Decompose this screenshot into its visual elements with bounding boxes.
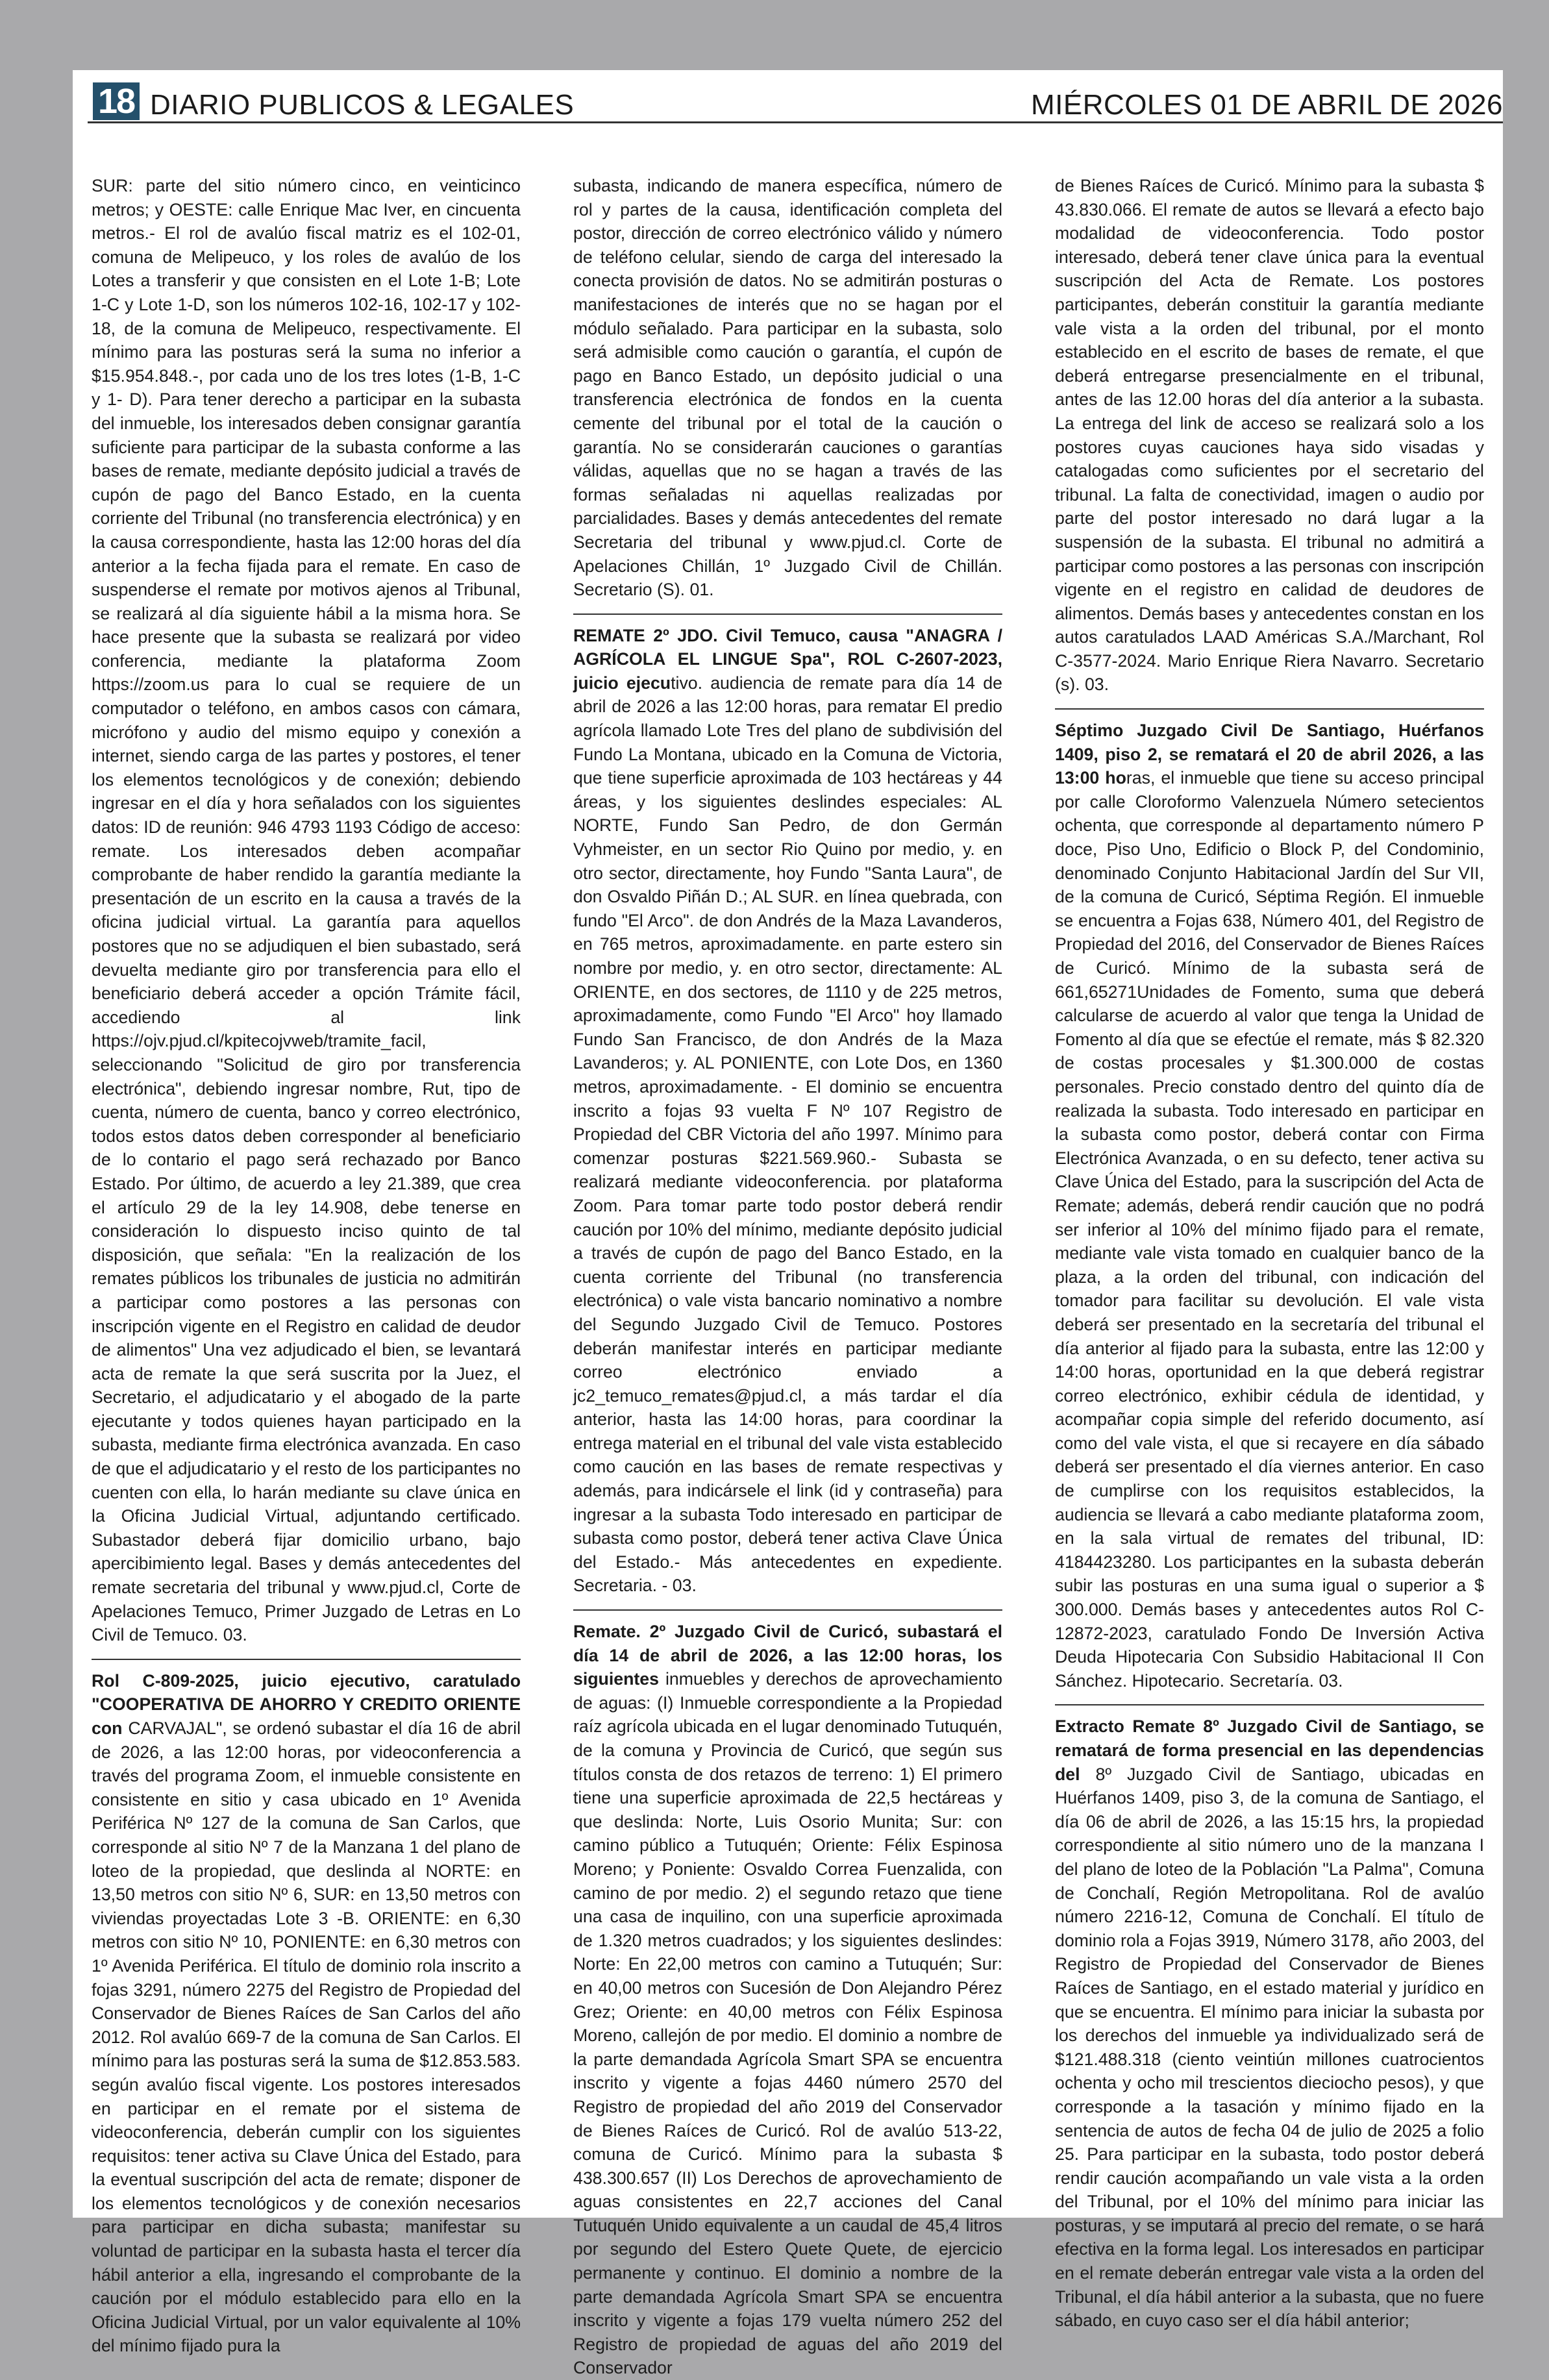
legal-notice	[1055, 1715, 1484, 2332]
notice-heading: Séptimo Juzgado Civil De Santiago, Huérfanos 1409, piso 2, se rematará el 20 de abril 2026, a las 13:00 ho	[1055, 721, 1484, 788]
column-3	[1055, 174, 1484, 2331]
notice-body: SUR: parte del sitio número cinco, en veinticinco metros; y OESTE: calle Enrique Mac Iver, en cincuenta metros.- El rol de avalúo fiscal matriz es el 102-01, comuna de Melipeuco, y los roles de avalúo de los Lotes a transferir y que consisten en el Lote 1-B; Lote 1-C y Lote 1-D, son los números 102-16, 102-17 y 102-18, de la comuna de Melipeuco, respectivamente. El mínimo para las posturas será la suma no inferior a $15.954.848.-, por cada uno de los tres lotes (1-B, 1-C y 1- D). Para tener derecho a participar en la subasta del inmueble, los interesados deben consignar garantía suficiente para participar de la subasta conforme a las bases de remate, mediante depósito judicial a través de cupón de pago del Banco Estado, en la cuenta corriente del Tribunal (no transferencia electrónica) y en la causa correspondiente, hasta las 12:00 horas del día anterior a la fecha fijada para el remate. En caso de suspenderse el remate por motivos ajenos al Tribunal, se realizará al día siguiente hábil a la misma hora. Se hace presente que la subasta se realizará por video conferencia, mediante la plataforma Zoom https://zoom.us para lo cual se requiere de un computador o teléfono, en ambos casos con cámara, micrófono y audio del mismo equipo y conexión a internet, siendo carga de las partes y postores, el tener los elementos tecnológicos y de conexión; debiendo ingresar en el día y hora señalados con los siguientes datos: ID de reunión: 946 4793 1193 Código de acceso: remate. Los interesados deben acompañar comprobante de haber rendido la garantía mediante la presentación de un escrito en la causa a través de la oficina judicial virtual. La garantía para aquellos postores que no se adjudiquen el bien subastado, será devuelta mediante giro por transferencia para ello el beneficiario deberá acceder a opción Trámite fácil, accediendo al link https://ojv.pjud.cl/kpitecojvweb/tramite_facil, seleccionando "Solicitud de giro por transferencia electrónica", debiendo ingresar nombre, Rut, tipo de cuenta, número de cuenta, banco y correo electrónico, todos estos datos deben corresponder al beneficiario de lo contario el pago será rechazado por Banco Estado. Por último, de acuerdo a ley 21.389, que crea el artículo 29 de la ley 14.908, debe tenerse en consideración lo dispuesto inciso quinto de tal disposición, que señala: "En la realización de los remates públicos los tribunales de justicia no admitirán a participar como postores a las personas con inscripción vigente en el Registro en calidad de deudor de alimentos" Una vez adjudicado el bien, se levantará acta de remate la que será suscrita por la Juez, el Secretario, el adjudicatario y el abogado de la parte ejecutante y todos quienes hayan participado en la subasta, mediante firma electrónica avanzada. En caso de que el adjudicatario y el resto de los participantes no cuenten con ella, lo harán mediante su clave única en la Oficina Judicial Virtual, adjuntando certificado. Subastador deberá fijar domicilio urbano, bajo apercibimiento legal. Bases y demás antecedentes del remate secretaria del tribunal y www.pjud.cl, Corte de Apelaciones Temuco, Primer Juzgado de Letras en Lo Civil de Temuco. 03.	[92, 176, 521, 1645]
publication-date: MIÉRCOLES 01 DE ABRIL DE 2026	[1031, 89, 1503, 121]
notice-body: ras, el inmueble que tiene su acceso principal por calle Cloroformo Valenzuela Número setecientos ochenta, que corresponde al departamento número P doce, Piso Uno, Edificio o Block P, del Condominio, denominado Conjunto Habitacional Jardín del Sur VII, de la comuna de Curicó, Séptima Región. El inmueble se encuentra a Fojas 638, Número 401, del Registro de Propiedad del 2016, del Conservador de Bienes Raíces de Curicó. Mínimo de la subasta será de 661,65271Unidades de Fomento, suma que deberá calcularse de acuerdo al valor que tenga la Unidad de Fomento al día que se efectúe el remate, más $ 82.320 de costas procesales y $1.300.000 de costas personales. Precio constado dentro del quinto día de realizada la subasta. Todo interesado en participar en la subasta como postor, deberá contar con Firma Electrónica Avanzada, o en su defecto, tener activa su Clave Única del Estado, para la suscripción del Acta de Remate; además, deberá rendir caución que no podrá ser inferior al 10% del mínimo fijado para el remate, mediante vale vista tomado en cualquier banco de la plaza, a la orden del tribunal, con indicación del tomador para facilitar su devolución. El vale vista deberá ser presentado en la secretaría del tribunal el día anterior al fijado para la subasta, entre las 12:00 y 14:00 horas, oportunidad en la que deberá registrar correo electrónico, exhibir cédula de identidad, y acompañar copia simple del referido documento, así como del vale vista, el que si recayere en día sábado deberá ser presentado el día viernes anterior. En caso de cumplirse con los requisitos establecidos, la audiencia se llevará a cabo mediante plataforma zoom, en la sala virtual de remates del tribunal, ID: 4184423280. Los participantes en la subasta deberán subir las posturas en una suma igual o superior a $ 300.000. Demás bases y antecedentes autos Rol C-12872-2023, caratulado Fondo De Inversión Activa Deuda Hipotecaria Con Subsidio Habitacional II Con Sánchez. Hipotecario. Secretaría. 03.	[1055, 768, 1484, 1691]
legal-notice	[92, 1669, 521, 2358]
legal-notice	[1055, 719, 1484, 1692]
legal-notice	[1055, 174, 1484, 697]
column-2	[573, 174, 1002, 2378]
column-1	[92, 174, 521, 2356]
notice-heading: Remate. 2º Juzgado Civil de Curicó, subastará el día 14 de abril de 2026, a las 12:00 horas, los siguientes	[573, 1622, 1002, 1689]
legal-notice	[92, 174, 521, 1647]
legal-notice	[573, 624, 1002, 1598]
notice-body: 8º Juzgado Civil de Santiago, ubicadas en Huérfanos 1409, piso 3, de la comuna de Santiago, el día 06 de abril de 2026, a las 15:15 hrs, la propiedad correspondiente al sitio número uno de la manzana I del plano de loteo de la Población "La Palma", Comuna de Conchalí, Región Metropolitana. Rol de avalúo número 2216-12, Comuna de Conchalí. El título de dominio rola a Fojas 3919, Número 3178, año 2003, del Registro de Propiedad del Conservador de Bienes Raíces de Santiago, en el estado material y jurídico en que se encuentra. El mínimo para iniciar la subasta por los derechos del inmueble ya individualizado será de $121.488.318 (ciento veintiún millones cuatrocientos ochenta y ocho mil trescientos dieciocho pesos), y que corresponde a la tasación y mínimo fijado en la sentencia de autos de fecha 04 de julio de 2025 a folio 25. Para participar en la subasta, todo postor deberá rendir caución acompañando un vale vista a la orden del Tribunal, por el 10% del mínimo para iniciar las posturas, y se imputará al precio del remate, o se hará efectiva en la forma legal. Los interesados en participar en el remate deberán entregar vale vista a la orden del Tribunal, el día hábil anterior a la subasta, que no fuere sábado, en cuyo caso ser el día hábil anterior;	[1055, 1764, 1484, 2331]
notice-body: inmuebles y derechos de aprovechamiento de aguas: (I) Inmueble correspondiente a la Propiedad raíz agrícola ubicada en el lugar denominado Tutuquén, de la comuna y Provincia de Curicó, que según sus títulos consta de dos retazos de terreno: 1) El primero tiene una superficie aproximada de 22,5 hectáreas y que deslinda: Norte, Luis Osorio Munita; Sur: con camino público a Tutuquén; Oriente: Félix Espinosa Moreno; y Poniente: Osvaldo Correa Fuenzalida, con camino de por medio. 2) el segundo retazo que tiene una casa de inquilino, con una superficie aproximada de 1.320 metros cuadrados; y los siguientes deslindes: Norte: En 22,00 metros con camino a Tutuquén; Sur: en 40,00 metros con Sucesión de Don Alejandro Pérez Grez; Oriente: en 40,00 metros con Félix Espinosa Moreno, callejón de por medio. El dominio a nombre de la parte demandada Agrícola Smart SPA se encuentra inscrito y vigente a fojas 4460 número 2570 del Registro de propiedad del año 2019 del Conservador de Bienes Raíces de Curicó. Rol de avalúo 513-22, comuna de Curicó. Mínimo para la subasta $ 438.300.657 (II) Los Derechos de aprovechamiento de aguas consistentes en 22,7 acciones del Canal Tutuquén Unido equivalente a un caudal de 45,4 litros por segundo del Estero Quete Quete, de ejercicio permanente y continuo. El dominio a nombre de la parte demandada Agrícola Smart SPA se encuentra inscrito y vigente a fojas 179 vuelta número 252 del Registro de propiedad de aguas del año 2019 del Conservador	[573, 1669, 1002, 2378]
notice-divider	[573, 614, 1002, 615]
header-rule	[88, 121, 1503, 123]
legal-notice	[573, 1620, 1002, 2380]
notice-body: subasta, indicando de manera específica, número de rol y partes de la causa, identificación completa del postor, dirección de correo electrónico válido y número de teléfono celular, siendo de carga del interesado la conecta provisión de datos. No se admitirán posturas o manifestaciones de interés que no se hagan por el módulo señalado. Para participar en la subasta, solo será admisible como caución o garantía, el cupón de pago en Banco Estado, un depósito judicial o una transferencia electrónica de fondos en la cuenta cemente del tribunal por el total de la caución o garantía. No se considerarán cauciones o garantías válidas, aquellas que no se hagan a través de las formas señaladas ni aquellas realizadas por parcialidades. Bases y demás antecedentes del remate Secretaria del tribunal y www.pjud.cl. Corte de Apelaciones Chillán, 1º Juzgado Civil de Chillán. Secretario (S). 01.	[573, 176, 1002, 600]
legal-notice	[573, 174, 1002, 602]
notice-divider	[573, 1609, 1002, 1611]
page-header	[88, 82, 1503, 120]
notice-divider	[92, 1659, 521, 1660]
notice-heading: Extracto Remate 8º Juzgado Civil de Santiago, se rematará de forma presencial en las dependencias del	[1055, 1717, 1484, 1784]
notice-divider	[1055, 1704, 1484, 1705]
notice-divider	[1055, 708, 1484, 710]
publication-title: DIARIO PUBLICOS & LEGALES	[150, 89, 575, 121]
notice-heading: REMATE 2º JDO. Civil Temuco, causa "ANAGRA / AGRÍCOLA EL LINGUE Spa", ROL C-2607-2023, juicio ejecu	[573, 625, 1002, 693]
page-number: 18	[93, 82, 140, 120]
notice-body: tivo. audiencia de remate para día 14 de abril de 2026 a las 12:00 horas, para rematar El predio agrícola llamado Lote Tres del plano de subdivisión del Fundo La Montana, ubicado en la Comuna de Victoria, que tiene superficie aproximada de 103 hectáreas y 44 áreas, y los siguientes deslindes especiales: AL NORTE, Fundo San Pedro, de don Germán Vyhmeister, en un sector Rio Quino por medio, y. en otro sector, directamente, hoy Fundo "Santa Laura", de don Osvaldo Piñán D.; AL SUR. en línea quebrada, con fundo "El Arco". de don Andrés de la Maza Lavanderos, en 765 metros, aproximadamente. en parte estero sin nombre por medio, y. en otro sector, directamente: AL ORIENTE, en dos sectores, de 1110 y de 225 metros, aproximadamente, como Fundo "El Arco" hoy llamado Fundo San Francisco, de don Andrés de la Maza Lavanderos; y. AL PONIENTE, con Lote Dos, en 1360 metros, aproximadamente. - El dominio se encuentra inscrito a fojas 93 vuelta F Nº 107 Registro de Propiedad del CBR Victoria del año 1997. Mínimo para comenzar posturas $221.569.960.- Subasta se realizará mediante videoconferencia. por plataforma Zoom. Para tomar parte todo postor deberá rendir caución por 10% del mínimo, mediante depósito judicial a través de cupón de pago del Banco Estado, en la cuenta corriente del Tribunal (no transferencia electrónica) o vale vista bancario nominativo a nombre del Segundo Juzgado Civil de Temuco. Postores deberán manifestar interés en participar mediante correo electrónico enviado a jc2_temuco_remates@pjud.cl, a más tardar el día anterior, hasta las 14:00 horas, para coordinar la entrega material en el tribunal del vale vista establecido como caución en las bases de remate respectivas y además, para indicársele el link (id y contraseña) para ingresar a la subasta Todo interesado en participar de subasta como postor, deberá tener activa Clave Única del Estado.- Más antecedentes en expediente. Secretaria. - 03.	[573, 673, 1002, 1596]
notice-body: CARVAJAL", se ordenó subastar el día 16 de abril de 2026, a las 12:00 horas, por videoconferencia a través del programa Zoom, el inmueble consistente en consistente en sitio y casa ubicado en 1º Avenida Periférica Nº 127 de la comuna de San Carlos, que corresponde al sitio Nº 7 de la Manzana 1 del plano de loteo de la propiedad, que deslinda al NORTE: en 13,50 metros con sitio Nº 6, SUR: en 13,50 metros con viviendas proyectadas Lote 3 -B. ORIENTE: en 6,30 metros con sitio Nº 10, PONIENTE: en 6,30 metros con 1º Avenida Periférica. El título de dominio rola inscrito a fojas 3291, número 2275 del Registro de Propiedad del Conservador de Bienes Raíces de San Carlos del año 2012. Rol avalúo 669-7 de la comuna de San Carlos. El mínimo para las posturas será la suma de $12.853.583. según avalúo fiscal vigente. Los postores interesados en participar en el remate por el sistema de videoconferencia, deberán cumplir con los siguientes requisitos: tener activa su Clave Única del Estado, para la eventual suscripción del acta de remate; disponer de los elementos tecnológicos y de conexión necesarios para participar en dicha subasta; manifestar su voluntad de participar en la subasta hasta el tercer día hábil anterior a ella, ingresando el comprobante de la caución por el módulo establecido para ello en la Oficina Judicial Virtual, por un valor equivalente al 10% del mínimo fijado pura la	[92, 1718, 521, 2356]
notice-body: de Bienes Raíces de Curicó. Mínimo para la subasta $ 43.830.066. El remate de autos se llevará a efecto bajo modalidad de videoconferencia. Todo postor interesado, deberá tener clave única para la eventual suscripción del Acta de Remate. Los postores participantes, deberán constituir la garantía mediante vale vista a la orden del tribunal, por el monto establecido en el escrito de bases de remate, el que deberá entregarse presencialmente en el tribunal, antes de las 12.00 horas del día anterior a la subasta. La entrega del link de acceso se realizará solo a los postores cuyas cauciones haya sido visadas y catalogadas como suficientes por el secretario del tribunal. La falta de conectividad, imagen o audio por parte del postor interesado no dará lugar a la suspensión de la subasta. El tribunal no admitirá a participar como postores a las personas con inscripción vigente en el registro en calidad de deudores de alimentos. Demás bases y antecedentes constan en los autos caratulados LAAD Américas S.A./Marchant, Rol C-3577-2024. Mario Enrique Riera Navarro. Secretario (s). 03.	[1055, 176, 1484, 695]
notice-heading: Rol C-809-2025, juicio ejecutivo, caratulado "COOPERATIVA DE AHORRO Y CREDITO ORIENTE con	[92, 1670, 521, 1738]
